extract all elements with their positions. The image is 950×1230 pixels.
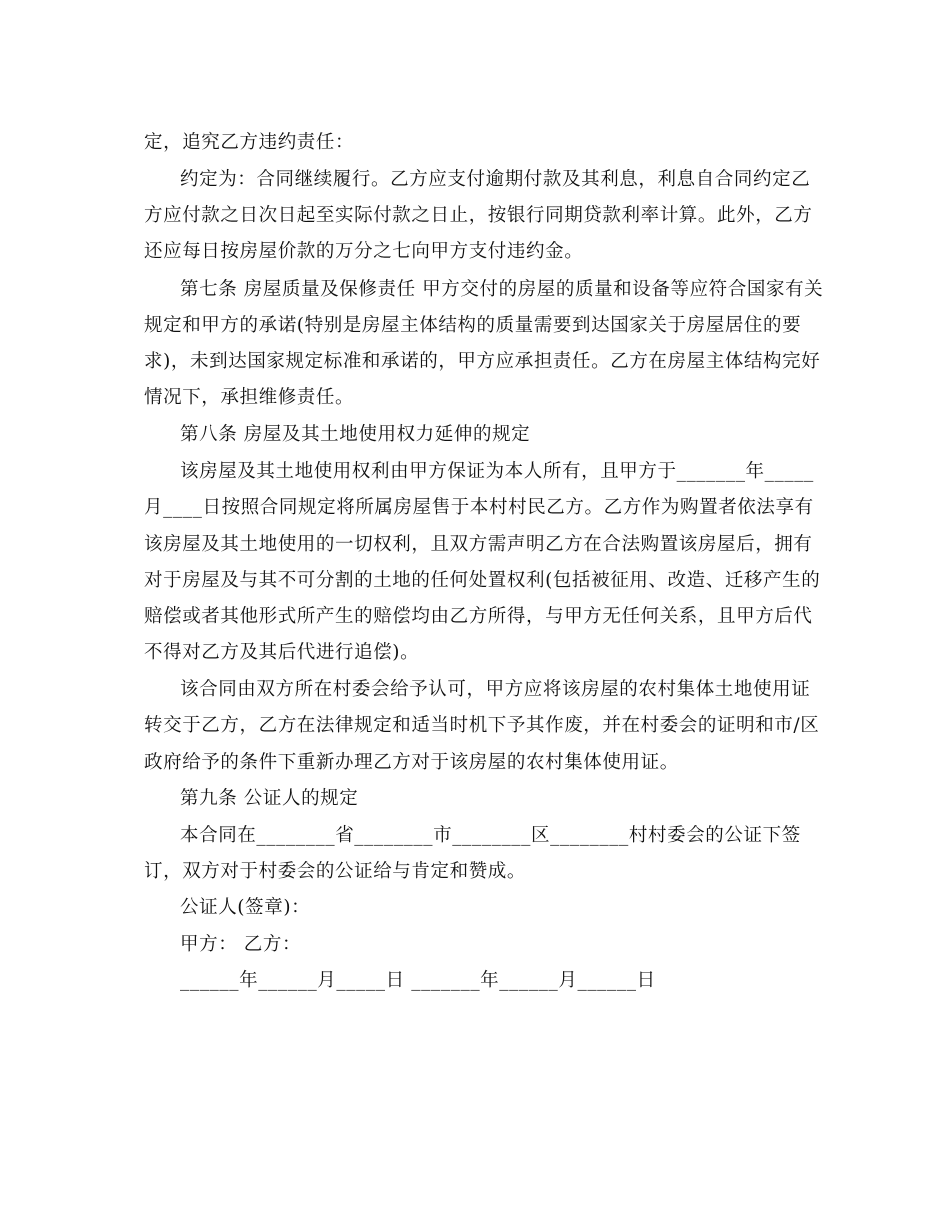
text-line: 转交于乙方，乙方在法律规定和适当时机下予其作废，并在村委会的证明和市/区 <box>144 715 820 736</box>
article-9-heading: 第九条 公证人的规定 <box>180 788 359 809</box>
text-line: 约定为：合同继续履行。乙方应支付逾期付款及其利息，利息自合同约定乙 <box>180 169 811 190</box>
article-7-heading: 第七条 房屋质量及保修责任 甲方交付的房屋的质量和设备等应符合国家有关 <box>180 279 824 300</box>
text-line: 本合同在________省________市________区________村村委会的公证下签 <box>180 825 801 846</box>
parties-signature-line: 甲方： 乙方： <box>180 934 302 955</box>
text-line: 月____日按照合同规定将所属房屋售于本村村民乙方。乙方作为购置者依法享有 <box>144 497 814 518</box>
date-line: ______年______月_____日 _______年______月______日 <box>180 970 656 991</box>
text-line: 情况下，承担维修责任。 <box>144 387 355 408</box>
text-line: 规定和甲方的承诺(特别是房屋主体结构的质量需要到达国家关于房屋居住的要 <box>144 315 802 336</box>
text-line: 该房屋及其土地使用权利由甲方保证为本人所有，且甲方于_______年_____ <box>180 461 814 482</box>
text-line: 该房屋及其土地使用的一切权利，且双方需声明乙方在合法购置该房屋后，拥有 <box>144 534 813 555</box>
text-line: 方应付款之日次日起至实际付款之日止，按银行同期贷款利率计算。此外，乙方 <box>144 205 813 226</box>
notary-signature-line: 公证人(签章)： <box>180 897 311 918</box>
text-line: 该合同由双方所在村委会给予认可，甲方应将该房屋的农村集体土地使用证 <box>180 679 811 700</box>
text-line: 订，双方对于村委会的公证给与肯定和赞成。 <box>144 861 527 882</box>
text-line: 对于房屋及与其不可分割的土地的任何处置权利(包括被征用、改造、迁移产生的 <box>144 570 821 591</box>
text-line: 还应每日按房屋价款的万分之七向甲方支付违约金。 <box>144 241 584 262</box>
article-8-heading: 第八条 房屋及其土地使用权力延伸的规定 <box>180 424 531 445</box>
text-line: 定，追究乙方违约责任： <box>144 132 355 153</box>
text-line: 不得对乙方及其后代进行追偿)。 <box>144 642 420 663</box>
text-line: 政府给予的条件下重新办理乙方对于该房屋的农村集体使用证。 <box>144 752 679 773</box>
text-line: 求)，未到达国家规定标准和承诺的，甲方应承担责任。乙方在房屋主体结构完好 <box>144 351 821 372</box>
text-line: 赔偿或者其他形式所产生的赔偿均由乙方所得，与甲方无任何关系，且甲方后代 <box>144 606 813 627</box>
